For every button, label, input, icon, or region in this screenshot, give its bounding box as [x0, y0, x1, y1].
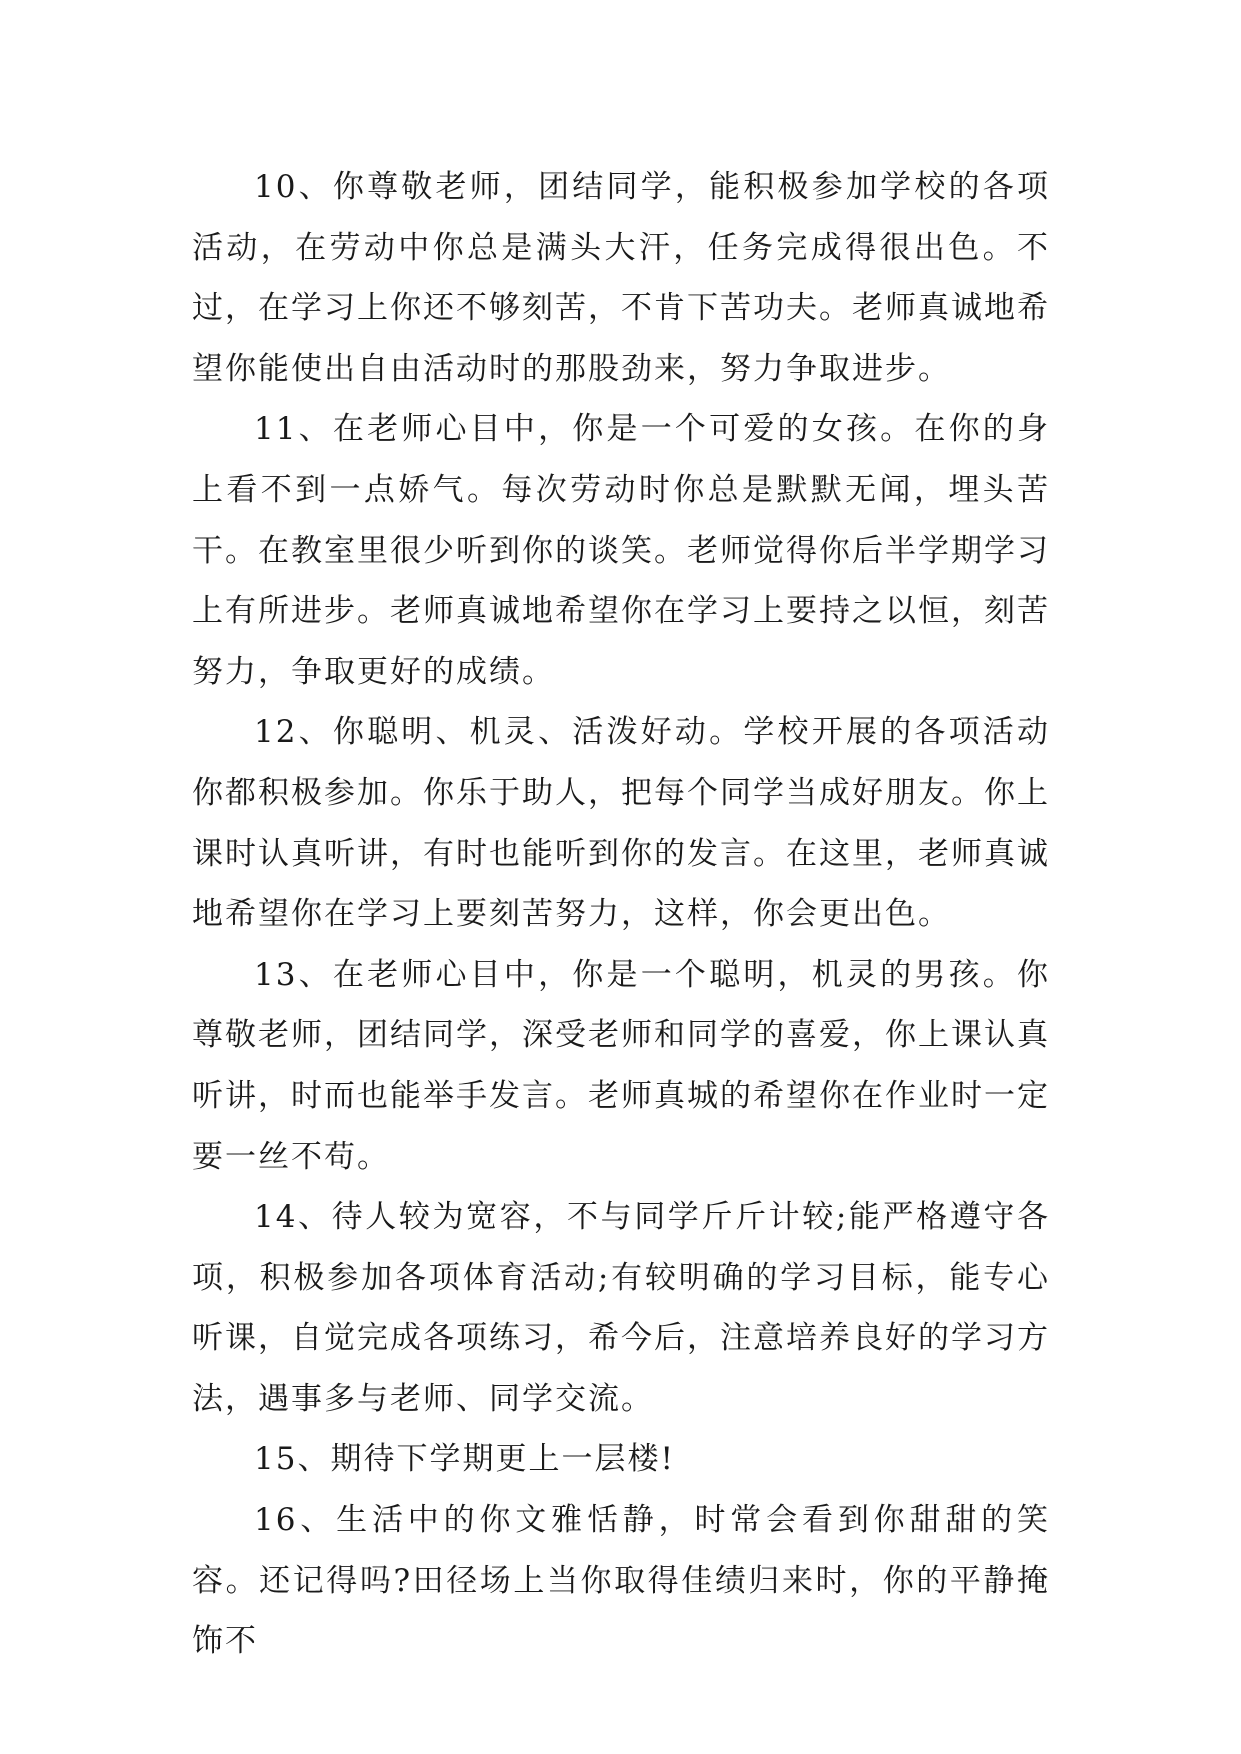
comment-paragraph-14: 14、待人较为宽容，不与同学斤斤计较;能严格遵守各项，积极参加各项体育活动;有较明确的学习目标，能专心听课，自觉完成各项练习，希今后，注意培养良好的学习方法，遇事多与老师、同学交流。	[192, 1199, 1050, 1417]
comment-paragraph-11: 11、在老师心目中，你是一个可爱的女孩。在你的身上看不到一点娇气。每次劳动时你总是默默无闻，埋头苦干。在教室里很少听到你的谈笑。老师觉得你后半学期学习上有所进步。老师真诚地希望你在学习上要持之以恒，刻苦努力，争取更好的成绩。	[192, 411, 1050, 690]
comment-paragraph-10: 10、你尊敬老师，团结同学，能积极参加学校的各项活动，在劳动中你总是满头大汗，任务完成得很出色。不过，在学习上你还不够刻苦，不肯下苦功夫。老师真诚地希望你能使出自由活动时的那股劲来，努力争取进步。	[192, 169, 1050, 387]
comment-paragraph-15: 15、期待下学期更上一层楼!	[254, 1441, 675, 1478]
comment-paragraph-12: 12、你聪明、机灵、活泼好动。学校开展的各项活动你都积极参加。你乐于助人，把每个同学当成好朋友。你上课时认真听讲，有时也能听到你的发言。在这里，老师真诚地希望你在学习上要刻苦努力，这样，你会更出色。	[192, 714, 1050, 933]
comment-paragraph-16: 16、生活中的你文雅恬静，时常会看到你甜甜的笑容。还记得吗?田径场上当你取得佳绩归来时，你的平静掩饰不	[192, 1502, 1050, 1660]
document-body	[192, 157, 1050, 1672]
comment-paragraph-13: 13、在老师心目中，你是一个聪明，机灵的男孩。你尊敬老师，团结同学，深受老师和同学的喜爱，你上课认真听讲，时而也能举手发言。老师真城的希望你在作业时一定要一丝不苟。	[192, 956, 1050, 1175]
